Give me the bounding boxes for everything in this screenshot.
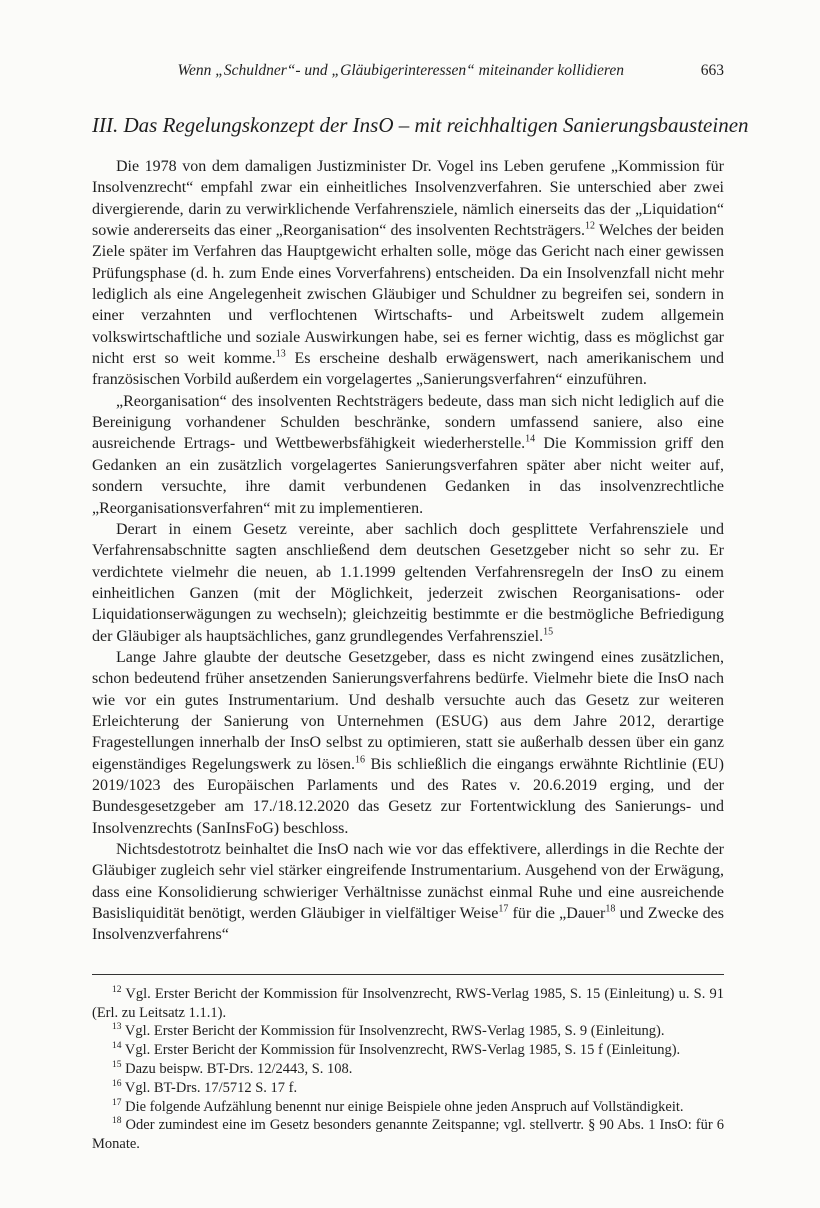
footnote-ref[interactable]: 13: [275, 348, 286, 360]
paragraph-text: Bis schließlich die eingangs erwähnte Richtlinie (EU) 2019/1023 des Europäischen Parlaments und des Rates v. 20.6.2019 erging, und der Bundesgesetzgeber am 17./18.12.2020 das Gesetz zur Fortentwicklung des Sanierungs- und Insolvenzrechts (SanInsFoG) beschloss.: [92, 755, 724, 837]
footnote: [92, 1060, 724, 1079]
footnote-number: 14: [112, 1041, 122, 1052]
paragraph-text: Nichtsdestotrotz beinhaltet die InsO nach wie vor das effektivere, allerdings in die Rechte der Gläubiger zugleich sehr viel stärker eingreifende Instrumentarium. Ausgehend von der Erwägung, dass eine Konsolidierung schwieriger Verhältnisse zunächst einmal Ruhe und eine ausreichende Basisliquidität benötigt, werden Gläubiger in vielfältiger Weise: [92, 841, 724, 923]
running-title: Wenn „Schuldner“- und „Gläubigerinteressen“ miteinander kollidieren: [177, 62, 624, 79]
footnote-text: Oder zumindest eine im Gesetz besonders genannte Zeitspanne; vgl. stellvertr. § 90 Abs. 1 InsO: für 6 Monate.: [92, 1117, 724, 1153]
footnote-ref[interactable]: 17: [498, 903, 509, 915]
footnote-number: 18: [112, 1116, 122, 1127]
footnote-divider: [92, 974, 724, 975]
footnote-text: Vgl. Erster Bericht der Kommission für Insolvenzrecht, RWS-Verlag 1985, S. 9 (Einleitung).: [121, 1023, 665, 1040]
footnote-ref[interactable]: 12: [584, 220, 595, 232]
footnote: [92, 1079, 724, 1098]
paragraph-text: Welches der beiden Ziele später im Verfahren das Hauptgewicht erhalten solle, möge das Gericht nach einer gewissen Prüfungsphase (d. h. zum Ende eines Vorverfahrens) entscheiden. Da ein Insolvenzfall nicht mehr lediglich als eine Angelegenheit zwischen Gläubiger und Schuldner zu begreifen sei, sondern in einer verzahnten und verflochtenen Wirtschafts- und Arbeitswelt zudem allgemein volkswirtschaftliche und soziale Auswirkungen habe, sei es ferner wichtig, dass es möglichst gar nicht erst so weit komme.: [92, 222, 724, 368]
section-heading: III. Das Regelungskonzept der InsO – mit reichhaltigen Sanierungsbausteinen: [92, 113, 749, 137]
paragraph-text: und Zwecke des Insolvenzverfahrens“: [92, 905, 725, 944]
paragraph: [92, 156, 724, 391]
paragraph-text: Es erscheine deshalb erwägenswert, nach amerikanischem und französischen Vorbild außerdem ein vorgelagertes „Sanierungsverfahren“ einzuführen.: [92, 350, 725, 389]
footnote-number: 17: [112, 1097, 122, 1108]
page-number: 663: [700, 62, 724, 79]
paragraph-text: Die Kommission griff den Gedanken an ein zusätzlich vorgelagertes Sanierungsverfahren später aber nicht weiter auf, sondern versuchte, ihre damit verbundenen Gedanken in das insolvenzrechtliche „Reorganisationsverfahren“ mit zu implementieren.: [92, 435, 724, 517]
footnote-ref[interactable]: 16: [354, 754, 365, 766]
footnote: [92, 1116, 724, 1154]
paragraph-text: Derart in einem Gesetz vereinte, aber sachlich doch gesplittete Verfahrensziele und Verfahrensabschnitte sagten anschließend dem deutschen Gesetzgeber nicht so sehr zu. Er verdichtete vielmehr die neuen, ab 1.1.1999 geltenden Verfahrensregeln der InsO zu einem einheitlichen Ganzen (mit der Möglichkeit, jederzeit zwischen Reorganisations- oder Liquidationserwägungen zu wechseln); gleichzeitig bestimmte er die bestmögliche Befriedigung der Gläubiger als hauptsächliches, ganz grundlegendes Verfahrensziel.: [92, 520, 724, 645]
footnote: [92, 985, 724, 1023]
paragraph-text: Lange Jahre glaubte der deutsche Gesetzgeber, dass es nicht zwingend eines zusätzlichen, schon bedeutend früher ansetzenden Sanierungsverfahrens bedürfe. Vielmehr biete die InsO nach wie vor ein gutes Instrumentarium. Und deshalb versuchte auch das Gesetz zur weiteren Erleichterung der Sanierung von Unternehmen (ESUG) aus dem Jahre 2012, derartige Fragestellungen innerhalb der InsO selbst zu optimieren, statt sie außerhalb dessen über ein ganz eigenständiges Regelungswerk zu lösen.: [92, 648, 724, 773]
footnote-text: Dazu beispw. BT-Drs. 12/2443, S. 108.: [121, 1060, 353, 1077]
footnote: [92, 1098, 724, 1117]
footnote-text: Vgl. Erster Bericht der Kommission für Insolvenzrecht, RWS-Verlag 1985, S. 15 (Einleitung) u. S. 91 (Erl. zu Leitsatz 1.1.1).: [92, 985, 724, 1021]
book-page: [92, 58, 749, 1154]
footnote-ref[interactable]: 15: [543, 626, 554, 638]
footnote-ref[interactable]: 18: [605, 903, 616, 915]
footnotes: [92, 985, 724, 1154]
footnote-text: Die folgende Aufzählung benennt nur einige Beispiele ohne jeden Anspruch auf Vollständigkeit.: [121, 1098, 684, 1115]
body-text: [92, 156, 724, 946]
running-head: [92, 58, 724, 82]
paragraph-text: „Reorganisation“ des insolventen Rechtsträgers bedeute, dass man sich nicht lediglich auf die Bereinigung vorhandener Schulden beschränke, sondern umfassend saniere, also eine ausreichende Ertrags- und Wettbewerbsfähigkeit wiederherstelle.: [92, 392, 724, 453]
paragraph: [92, 391, 724, 519]
footnote: [92, 1022, 724, 1041]
footnote-number: 13: [112, 1022, 122, 1033]
paragraph-text: für die „Dauer: [508, 905, 606, 923]
paragraph-text: Die 1978 von dem damaligen Justizminister Dr. Vogel ins Leben gerufene „Kommission für Insolvenzrecht“ empfahl zwar ein einheitliches Insolvenzverfahren. Sie unterschied aber zwei divergierende, darin zu verwirklichende Verfahrensziele, nämlich einerseits das der „Liquidation“ sowie andererseits das einer „Reorganisation“ des insolventen Rechtsträgers.: [92, 158, 724, 240]
footnote-number: 12: [112, 984, 122, 995]
footnote-text: Vgl. BT-Drs. 17/5712 S. 17 f.: [121, 1079, 298, 1096]
footnote-number: 15: [112, 1060, 122, 1071]
footnote-ref[interactable]: 14: [525, 434, 536, 446]
footnote: [92, 1041, 724, 1060]
paragraph: [92, 519, 724, 647]
footnote-number: 16: [112, 1078, 122, 1089]
footnote-text: Vgl. Erster Bericht der Kommission für Insolvenzrecht, RWS-Verlag 1985, S. 15 f (Einleitung).: [121, 1042, 681, 1059]
paragraph: [92, 647, 724, 839]
paragraph: [92, 839, 724, 946]
